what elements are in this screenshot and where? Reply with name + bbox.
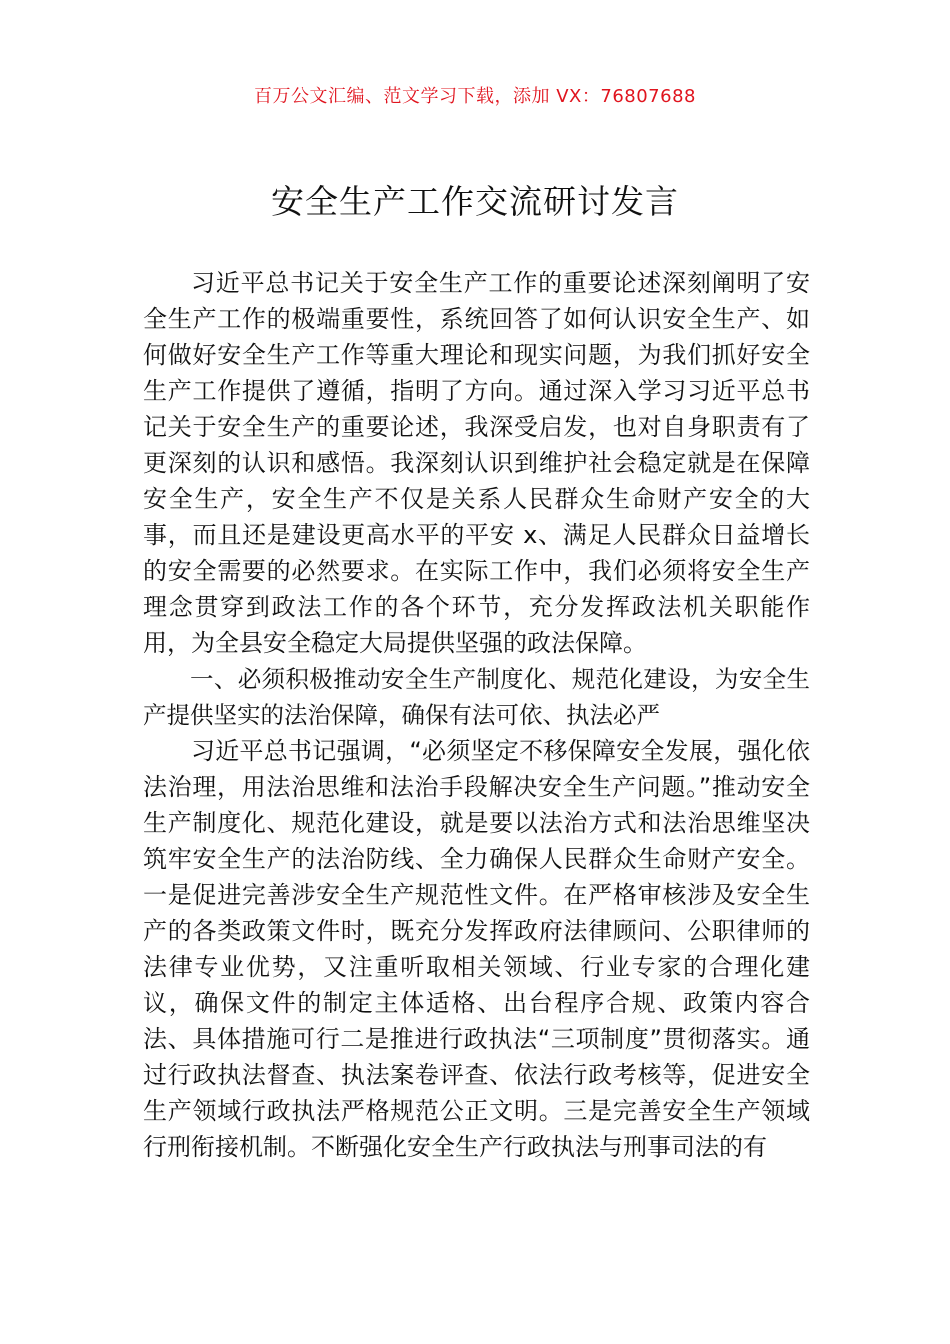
section-1-paragraph: 习近平总书记强调，“必须坚定不移保障安全发展，强化依法治理，用法治思维和法治手段解决安全生产问题。”推动安全生产制度化、规范化建设，就是要以法治方式和法治思维坚决筑牢安全生产的法治防线、全力确保人民群众生命财产安全。一是促进完善涉安全生产规范性文件。在严格审核涉及安全生产的各类政策文件时，既充分发挥政府法律顾问、公职律师的法律专业优势，又注重听取相关领域、行业专家的合理化建议，确保文件的制定主体适格、出台程序合规、政策内容合法、具体措施可行二是推进行政执法“三项制度”贯彻落实。通过行政执法督查、执法案卷评查、依法行政考核等，促进安全生产领域行政执法严格规范公正文明。三是完善安全生产领域行刑衔接机制。不断强化安全生产行政执法与刑事司法的有	[143, 737, 810, 1161]
document-body	[143, 265, 810, 1165]
document-title: 安全生产工作交流研讨发言	[271, 182, 679, 221]
watermark-header: 百万公文汇编、范文学习下载，添加 VX：76807688	[254, 86, 696, 107]
section-heading-1: 一、必须积极推动安全生产制度化、规范化建设，为安全生产提供坚实的法治保障，确保有法可依、执法必严	[143, 665, 810, 729]
intro-paragraph: 习近平总书记关于安全生产工作的重要论述深刻阐明了安全生产工作的极端重要性，系统回答了如何认识安全生产、如何做好安全生产工作等重大理论和现实问题，为我们抓好安全生产工作提供了遵循，指明了方向。通过深入学习习近平总书记关于安全生产的重要论述，我深受启发，也对自身职责有了更深刻的认识和感悟。我深刻认识到维护社会稳定就是在保障安全生产，安全生产不仅是关系人民群众生命财产安全的大事，而且还是建设更高水平的平安 x、满足人民群众日益增长的安全需要的必然要求。在实际工作中，我们必须将安全生产理念贯穿到政法工作的各个环节，充分发挥政法机关职能作用，为全县安全稳定大局提供坚强的政法保障。	[143, 269, 810, 657]
